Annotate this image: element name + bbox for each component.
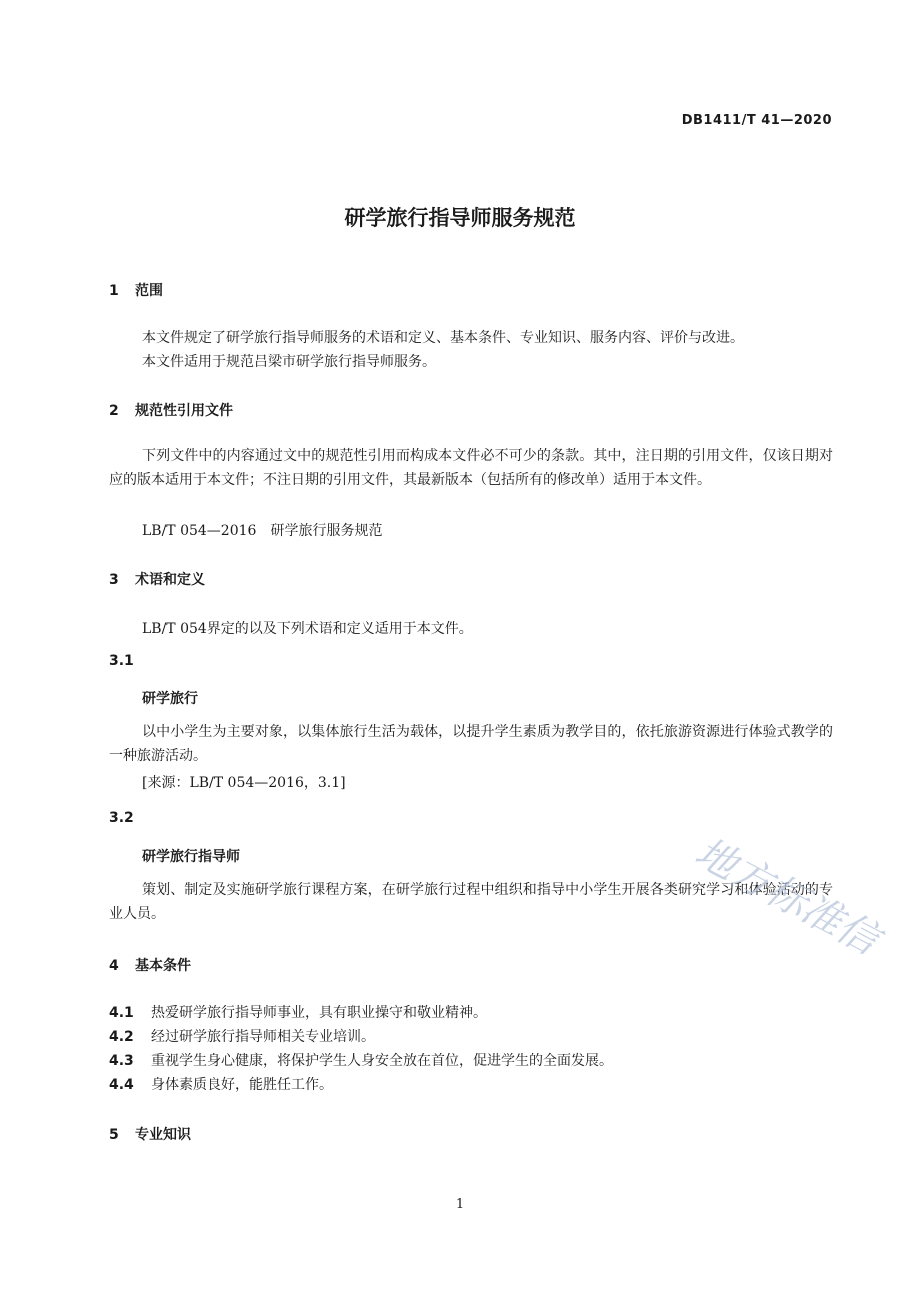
section-1-heading <box>109 280 163 300</box>
standard-number: DB1411/T 41—2020 <box>681 113 832 128</box>
page-number: 1 <box>455 1197 465 1212</box>
section-title: 规范性引用文件 <box>135 403 233 419</box>
section-1-paragraph-2: 本文件适用于规范吕梁市研学旅行指导师服务。 <box>142 354 436 370</box>
section-title: 基本条件 <box>135 958 191 974</box>
list-item-text: 身体素质良好，能胜任工作。 <box>151 1077 333 1093</box>
normative-reference: LB/T 054—2016 研学旅行服务规范 <box>142 523 383 539</box>
section-number: 4 <box>109 958 119 974</box>
section-number: 5 <box>109 1127 119 1143</box>
section-number: 2 <box>109 403 119 419</box>
watermark: 地方标准信 <box>687 829 886 964</box>
section-4-heading <box>109 955 191 975</box>
section-title: 范围 <box>135 283 163 299</box>
section-number: 1 <box>109 283 119 299</box>
list-item-text: 重视学生身心健康，将保护学生人身安全放在首位，促进学生的全面发展。 <box>151 1053 613 1069</box>
term-3-2-number: 3.2 <box>109 810 134 826</box>
section-3-heading <box>109 569 205 589</box>
list-item-number: 4.4 <box>109 1077 134 1093</box>
section-3-paragraph-1: LB/T 054界定的以及下列术语和定义适用于本文件。 <box>142 621 473 637</box>
list-item-number: 4.2 <box>109 1029 134 1045</box>
section-1-paragraph-1: 本文件规定了研学旅行指导师服务的术语和定义、基本条件、专业知识、服务内容、评价与改进。 <box>142 330 744 346</box>
list-item-text: 经过研学旅行指导师相关专业培训。 <box>151 1029 375 1045</box>
section-2-paragraph-1: 下列文件中的内容通过文中的规范性引用而构成本文件必不可少的条款。其中，注日期的引用文件，仅该日期对应的版本适用于本文件；不注日期的引用文件，其最新版本（包括所有的修改单）适用于本文件。 <box>109 448 833 488</box>
section-title: 专业知识 <box>135 1127 191 1143</box>
term-3-1-source: [来源：LB/T 054—2016，3.1] <box>142 775 346 791</box>
list-item <box>109 1026 375 1046</box>
term-3-1-name: 研学旅行 <box>142 691 198 707</box>
list-item <box>109 1050 613 1070</box>
term-3-2-name: 研学旅行指导师 <box>142 849 240 865</box>
list-item <box>109 1074 333 1094</box>
section-title: 术语和定义 <box>135 572 205 588</box>
section-number: 3 <box>109 572 119 588</box>
section-5-heading <box>109 1124 191 1144</box>
term-3-1-definition: 以中小学生为主要对象，以集体旅行生活为载体，以提升学生素质为教学目的，依托旅游资源进行体验式教学的一种旅游活动。 <box>109 724 833 764</box>
list-item-number: 4.1 <box>109 1005 134 1021</box>
list-item-text: 热爱研学旅行指导师事业，具有职业操守和敬业精神。 <box>151 1005 487 1021</box>
term-3-2-definition: 策划、制定及实施研学旅行课程方案，在研学旅行过程中组织和指导中小学生开展各类研究学习和体验活动的专业人员。 <box>109 882 833 922</box>
list-item-number: 4.3 <box>109 1053 134 1069</box>
list-item <box>109 1002 487 1022</box>
term-3-1-number: 3.1 <box>109 653 134 669</box>
section-2-heading <box>109 400 233 420</box>
document-title: 研学旅行指导师服务规范 <box>344 206 576 230</box>
